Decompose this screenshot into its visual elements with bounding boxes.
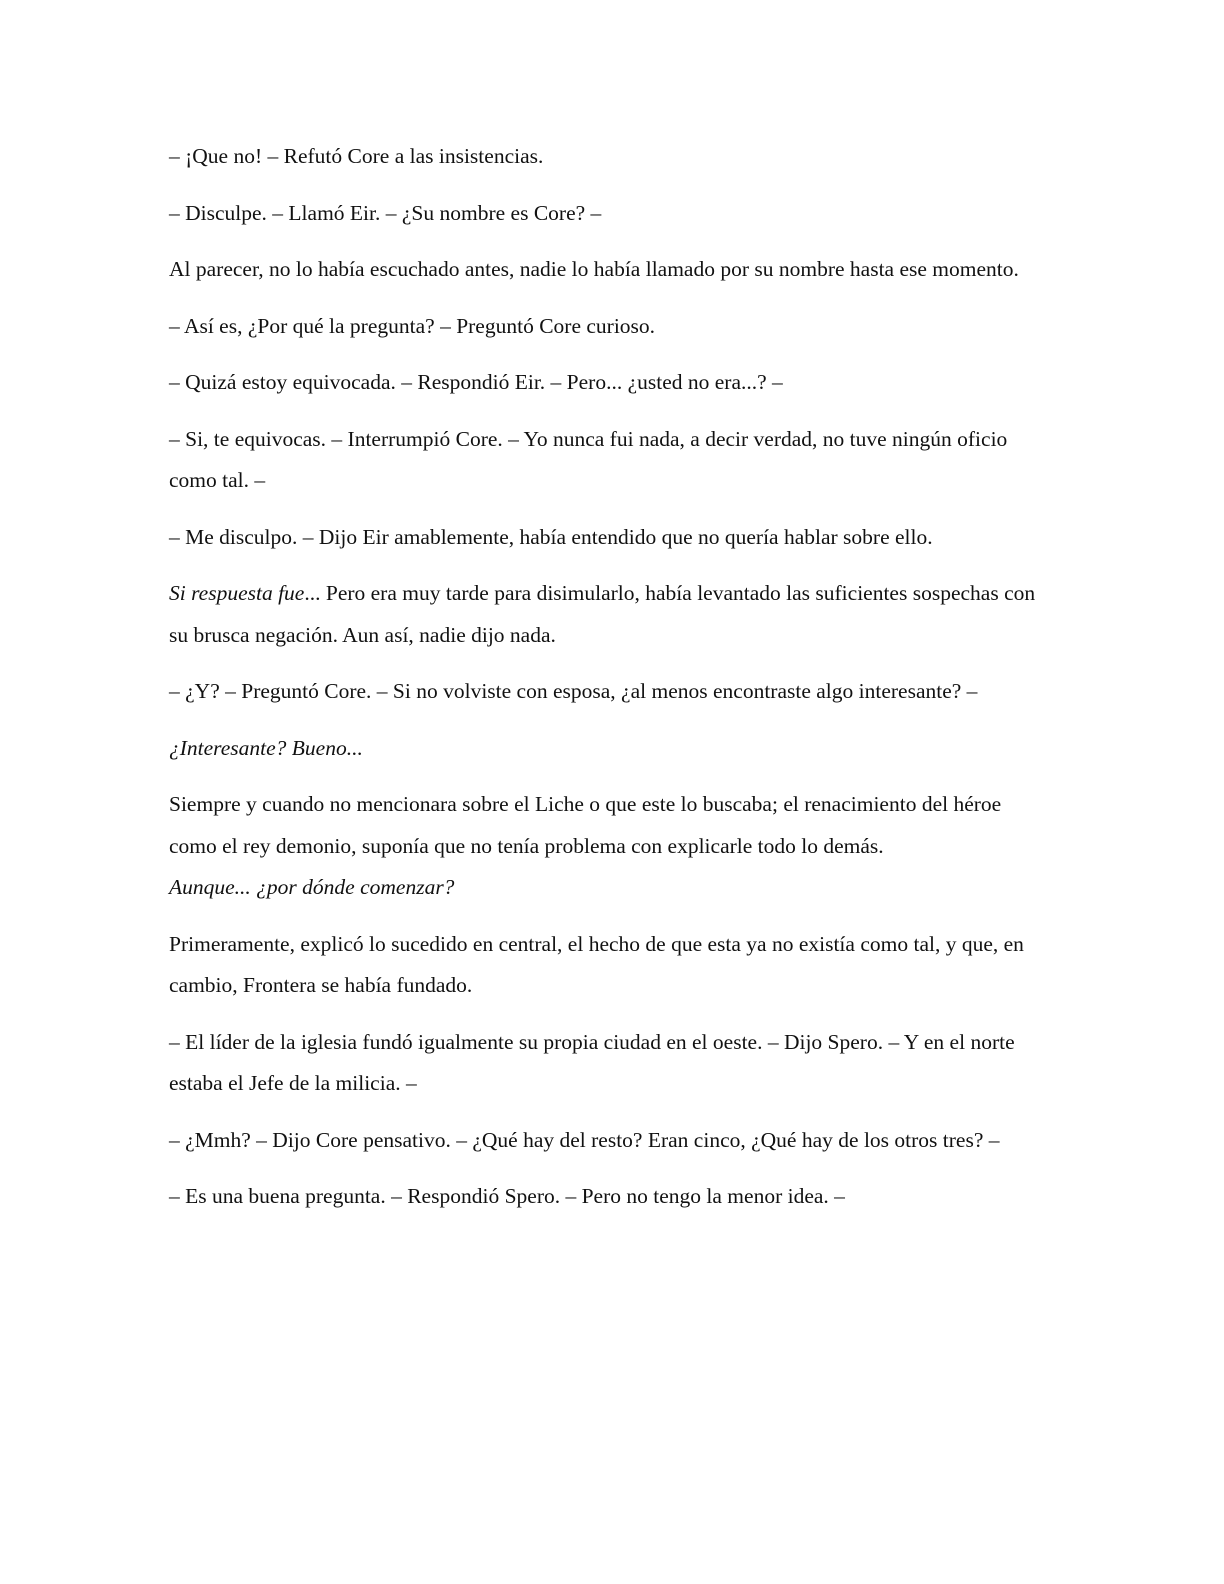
paragraph: – Disculpe. – Llamó Eir. – ¿Su nombre es Core? – [169, 200, 602, 225]
paragraph [169, 728, 1049, 770]
italic-phrase: Aunque... ¿por dónde comenzar? [169, 875, 455, 899]
paragraph: – Si, te equivocas. – Interrumpió Core. – Yo nunca fui nada, a decir verdad, no tuve ningún oficio como tal. – [169, 426, 1008, 492]
paragraph: – Así es, ¿Por qué la pregunta? – Preguntó Core curioso. [169, 313, 656, 338]
italic-phrase: Si respuesta fue [169, 581, 305, 605]
paragraph [169, 784, 1049, 909]
paragraph: – El líder de la iglesia fundó igualmente su propia ciudad en el oeste. – Dijo Spero. – Y en el norte estaba el Jefe de la milicia. – [169, 1029, 1015, 1095]
paragraph-text: ... Pero era muy tarde para disimularlo, había levantado las suficientes sospechas con su brusca negación. Aun así, nadie dijo nada. [169, 581, 1036, 647]
paragraph: – Quizá estoy equivocada. – Respondió Eir. – Pero... ¿usted no era...? – [169, 370, 783, 394]
paragraph: Al parecer, no lo había escuchado antes, nadie lo había llamado por su nombre hasta ese momento. [169, 257, 1019, 281]
document-body [169, 136, 1049, 1233]
paragraph: Primeramente, explicó lo sucedido en central, el hecho de que esta ya no existía como tal, y que, en cambio, Frontera se había fundado. [169, 931, 1024, 997]
paragraph: – Es una buena pregunta. – Respondió Spero. – Pero no tengo la menor idea. – [169, 1184, 845, 1208]
paragraph-text: Siempre y cuando no mencionara sobre el Liche o que este lo buscaba; el renacimiento del héroe como el rey demonio, suponía que no tenía problema con explicarle todo lo demás. [169, 792, 1002, 858]
paragraph: – ¿Mmh? – Dijo Core pensativo. – ¿Qué hay del resto? Eran cinco, ¿Qué hay de los otros tres? – [169, 1127, 1000, 1152]
paragraph [169, 573, 1049, 656]
paragraph: – Me disculpo. – Dijo Eir amablemente, había entendido que no quería hablar sobre ello. [169, 524, 933, 549]
paragraph: – ¡Que no! – Refutó Core a las insistencias. [169, 144, 544, 168]
paragraph: – ¿Y? – Preguntó Core. – Si no volviste con esposa, ¿al menos encontraste algo interesante? – [169, 679, 978, 703]
italic-phrase: ¿Interesante? Bueno... [169, 735, 363, 760]
